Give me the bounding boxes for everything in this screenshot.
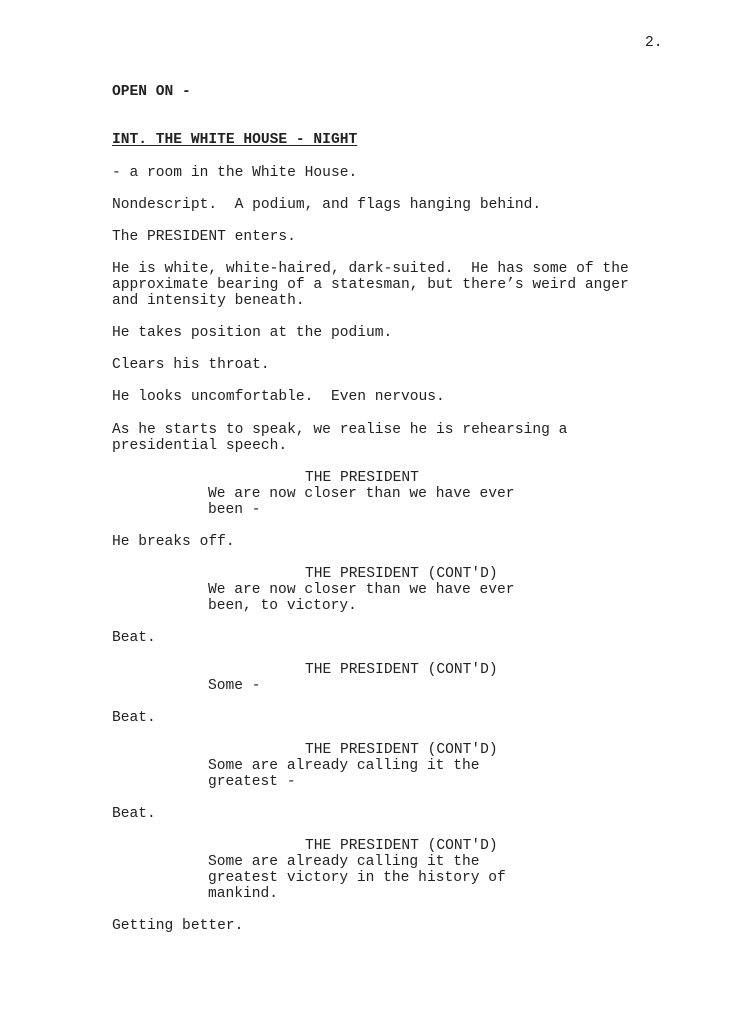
dialogue-line: been, to victory. bbox=[208, 598, 357, 614]
dialogue-line: We are now closer than we have ever bbox=[208, 582, 515, 598]
dialogue-line: Some are already calling it the bbox=[208, 758, 480, 774]
dialogue-line: Some are already calling it the bbox=[208, 854, 480, 870]
action-line: The PRESIDENT enters. bbox=[112, 229, 296, 245]
page-number: 2. bbox=[645, 35, 663, 51]
dialogue-line: Some - bbox=[208, 678, 261, 694]
scene-heading-line: INT. THE WHITE HOUSE - NIGHT bbox=[112, 132, 358, 148]
dialogue-line: greatest victory in the history of bbox=[208, 870, 506, 886]
action-line: Getting better. bbox=[112, 918, 244, 934]
dialogue-line: been - bbox=[208, 502, 261, 518]
action-line: As he starts to speak, we realise he is rehearsing a bbox=[112, 422, 568, 438]
action-line: Beat. bbox=[112, 710, 156, 726]
action-line: approximate bearing of a statesman, but there’s weird anger bbox=[112, 277, 629, 293]
character-line: THE PRESIDENT bbox=[305, 470, 419, 486]
character-line: THE PRESIDENT (CONT'D) bbox=[305, 742, 498, 758]
action-line: He takes position at the podium. bbox=[112, 325, 393, 341]
action-line: presidential speech. bbox=[112, 438, 288, 454]
action-line: He breaks off. bbox=[112, 534, 235, 550]
dialogue-line: We are now closer than we have ever bbox=[208, 486, 515, 502]
transition-line: OPEN ON - bbox=[112, 84, 191, 100]
action-line: - a room in the White House. bbox=[112, 165, 358, 181]
dialogue-line: mankind. bbox=[208, 886, 279, 902]
action-line: He is white, white-haired, dark-suited. He has some of the bbox=[112, 261, 629, 277]
action-line: Clears his throat. bbox=[112, 357, 270, 373]
character-line: THE PRESIDENT (CONT'D) bbox=[305, 838, 498, 854]
action-line: He looks uncomfortable. Even nervous. bbox=[112, 389, 445, 405]
action-line: and intensity beneath. bbox=[112, 293, 305, 309]
action-line: Nondescript. A podium, and flags hanging behind. bbox=[112, 197, 542, 213]
dialogue-line: greatest - bbox=[208, 774, 296, 790]
action-line: Beat. bbox=[112, 630, 156, 646]
action-line: Beat. bbox=[112, 806, 156, 822]
character-line: THE PRESIDENT (CONT'D) bbox=[305, 566, 498, 582]
character-line: THE PRESIDENT (CONT'D) bbox=[305, 662, 498, 678]
